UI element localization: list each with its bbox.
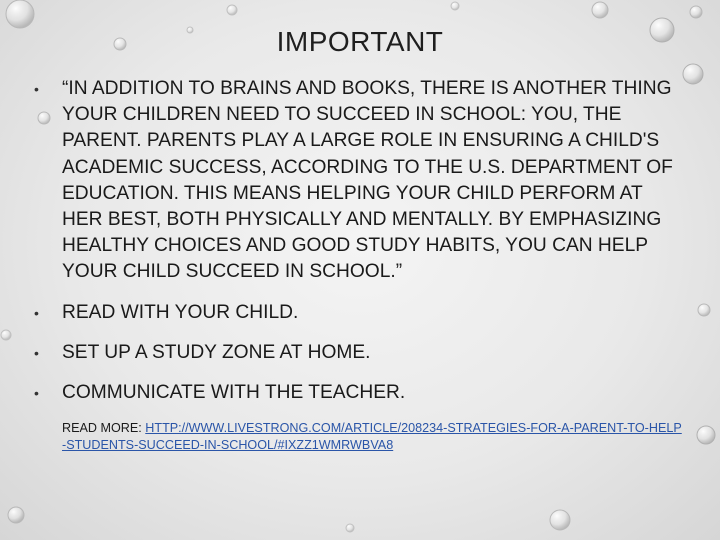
bullet-icon: •: [34, 81, 39, 97]
slide-content: [28, 76, 688, 454]
bullet-item: [28, 76, 688, 286]
bullet-text: COMMUNICATE WITH THE TEACHER.: [62, 382, 406, 404]
bullet-icon: •: [34, 304, 39, 321]
bullet-icon: •: [34, 385, 39, 402]
bullet-item: [28, 380, 688, 406]
read-more-link[interactable]: HTTP://WWW.LIVESTRONG.COM/ARTICLE/208234-STRATEGIES-FOR-A-PARENT-TO-HELP-STUDENTS-SUCCEED-IN-SCHOOL/#IXZZ1WMRWBVA8: [62, 421, 682, 453]
read-more-prefix: READ MORE:: [62, 421, 146, 436]
read-more-note: [62, 420, 682, 454]
bullet-item: [28, 300, 688, 326]
bullet-icon: •: [34, 344, 39, 361]
bullet-list: [28, 76, 688, 406]
slide-title: IMPORTANT: [276, 26, 444, 57]
bullet-text: “IN ADDITION TO BRAINS AND BOOKS, THERE IS ANOTHER THING YOUR CHILDREN NEED TO SUCCEED IN SCHOOL: YOU, THE PARENT. PARENTS PLAY A LARGE ROLE IN ENSURING A CHILD'S ACADEMIC SUCCESS, ACCORDING TO THE U.S. DEPARTMENT OF EDUCATION. THIS MEANS HELPING YOUR CHILD PERFORM AT HER BEST, BOTH PHYSICALLY AND MENTALLY. BY EMPHASIZING HEALTHY CHOICES AND GOOD STUDY HABITS, YOU CAN HELP YOUR CHILD SUCCEED IN SCHOOL.”: [62, 78, 673, 283]
bullet-item: [28, 340, 688, 366]
bullet-text: SET UP A STUDY ZONE AT HOME.: [62, 341, 371, 363]
bullet-text: READ WITH YOUR CHILD.: [62, 301, 299, 323]
